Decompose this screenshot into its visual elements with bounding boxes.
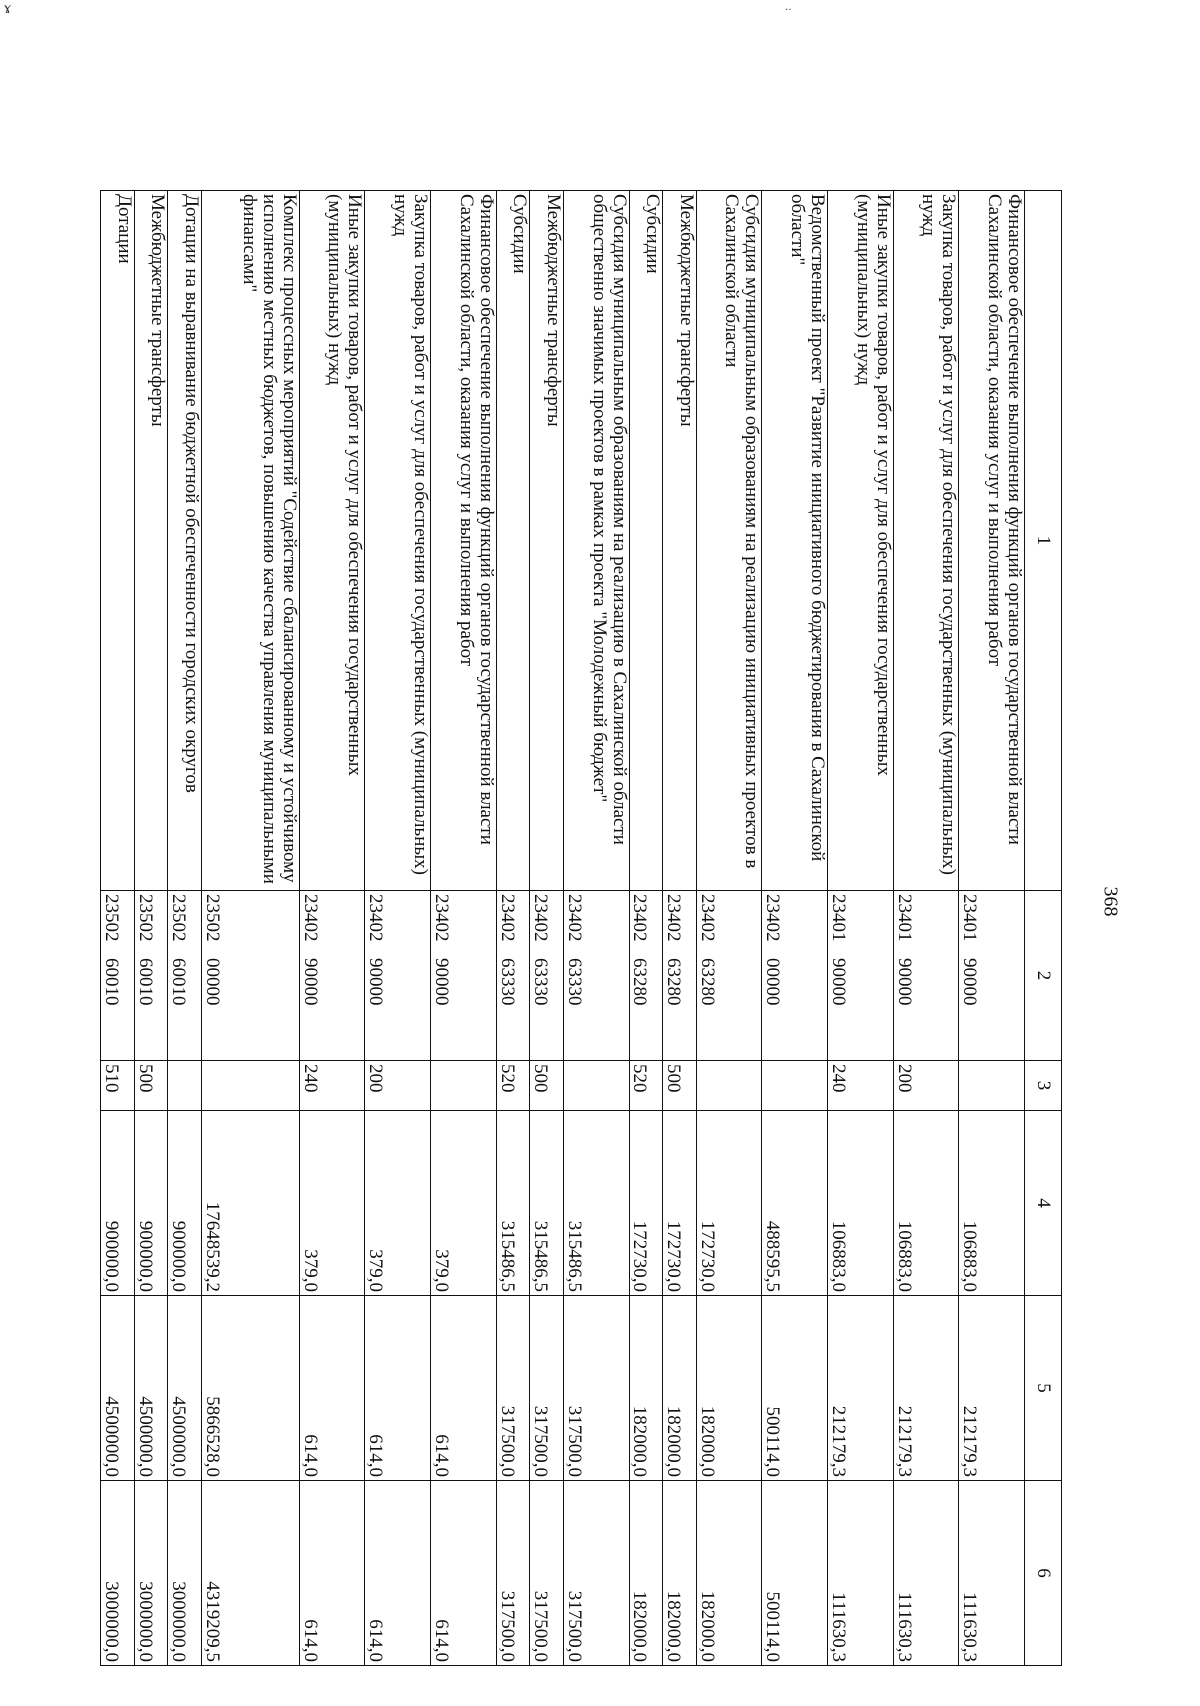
row-type-cell: 520 bbox=[629, 1061, 663, 1111]
row-value-col5: 500114,0 bbox=[762, 1296, 828, 1481]
header-col-4: 4 bbox=[1025, 1111, 1062, 1296]
row-value-col6: 3000000,0 bbox=[101, 1481, 135, 1666]
row-value-col4: 315486,5 bbox=[563, 1111, 629, 1296]
row-type-cell: 200 bbox=[365, 1061, 431, 1111]
code-program: 23401 bbox=[828, 894, 850, 942]
row-value-col4: 172730,0 bbox=[629, 1111, 663, 1296]
row-value-col6: 614,0 bbox=[365, 1481, 431, 1666]
page-number: 368 bbox=[1099, 886, 1122, 917]
row-code-cell bbox=[202, 891, 300, 1061]
table-row bbox=[299, 191, 365, 1666]
row-value-col6: 111630,3 bbox=[828, 1481, 894, 1666]
row-value-col4: 106883,0 bbox=[828, 1111, 894, 1296]
row-name-cell: Субсидии bbox=[496, 191, 530, 891]
row-code-cell bbox=[496, 891, 530, 1061]
row-value-col4: 106883,0 bbox=[893, 1111, 959, 1296]
row-value-col6: 3000000,0 bbox=[134, 1481, 168, 1666]
row-name-cell: Межбюджетные трансферты bbox=[530, 191, 564, 891]
table-row bbox=[663, 191, 697, 1666]
row-name-cell: Иные закупки товаров, работ и услуг для обеспечения государственных (муниципальных) нужд bbox=[828, 191, 894, 891]
row-code-cell bbox=[629, 891, 663, 1061]
row-value-col6: 111630,3 bbox=[893, 1481, 959, 1666]
code-program: 23401 bbox=[893, 894, 915, 942]
header-col-2: 2 bbox=[1025, 891, 1062, 1061]
row-type-cell: 500 bbox=[663, 1061, 697, 1111]
row-name-cell: Иные закупки товаров, работ и услуг для обеспечения государственных (муниципальных) нужд bbox=[299, 191, 365, 891]
table-row bbox=[168, 191, 202, 1666]
row-value-col5: 4500000,0 bbox=[134, 1296, 168, 1481]
row-value-col4: 900000,0 bbox=[134, 1111, 168, 1296]
row-value-col5: 614,0 bbox=[365, 1296, 431, 1481]
code-program: 23502 bbox=[134, 894, 156, 942]
table-row bbox=[496, 191, 530, 1666]
row-code-cell bbox=[663, 891, 697, 1061]
row-code-cell bbox=[134, 891, 168, 1061]
row-type-cell bbox=[563, 1061, 629, 1111]
table-row bbox=[828, 191, 894, 1666]
table-row bbox=[134, 191, 168, 1666]
row-value-col6: 500114,0 bbox=[762, 1481, 828, 1666]
row-value-col6: 182000,0 bbox=[696, 1481, 762, 1666]
row-value-col6: 4319209,5 bbox=[202, 1481, 300, 1666]
scan-mark: ɤ bbox=[4, 0, 12, 17]
row-type-cell: 240 bbox=[828, 1061, 894, 1111]
row-type-cell bbox=[202, 1061, 300, 1111]
table-row bbox=[893, 191, 959, 1666]
row-code-cell bbox=[828, 891, 894, 1061]
row-value-col6: 317500,0 bbox=[563, 1481, 629, 1666]
row-type-cell: 200 bbox=[893, 1061, 959, 1111]
code-direction: 60010 bbox=[168, 958, 190, 1006]
row-value-col5: 614,0 bbox=[431, 1296, 497, 1481]
row-value-col6: 3000000,0 bbox=[168, 1481, 202, 1666]
row-value-col6: 111630,3 bbox=[959, 1481, 1025, 1666]
code-program: 23402 bbox=[430, 894, 452, 942]
code-direction: 63330 bbox=[496, 958, 518, 1006]
row-type-cell: 520 bbox=[496, 1061, 530, 1111]
row-value-col5: 5866528,0 bbox=[202, 1296, 300, 1481]
row-type-cell bbox=[762, 1061, 828, 1111]
code-direction: 63330 bbox=[563, 958, 585, 1006]
table-row bbox=[530, 191, 564, 1666]
row-value-col4: 379,0 bbox=[365, 1111, 431, 1296]
row-code-cell bbox=[893, 891, 959, 1061]
code-program: 23402 bbox=[365, 894, 387, 942]
row-value-col5: 4500000,0 bbox=[101, 1296, 135, 1481]
code-program: 23502 bbox=[202, 894, 223, 942]
code-direction: 90000 bbox=[299, 958, 321, 1006]
row-value-col4: 900000,0 bbox=[101, 1111, 135, 1296]
row-value-col5: 182000,0 bbox=[629, 1296, 663, 1481]
table-row bbox=[563, 191, 629, 1666]
row-name-cell: Ведомственный проект "Развитие инициативного бюджетирования в Сахалинской области" bbox=[762, 191, 828, 891]
row-value-col6: 317500,0 bbox=[496, 1481, 530, 1666]
row-type-cell bbox=[696, 1061, 762, 1111]
table-row bbox=[629, 191, 663, 1666]
row-value-col6: 614,0 bbox=[299, 1481, 365, 1666]
code-direction: 63330 bbox=[530, 958, 552, 1006]
code-program: 23401 bbox=[959, 894, 981, 942]
row-value-col4: 379,0 bbox=[431, 1111, 497, 1296]
code-program: 23402 bbox=[762, 894, 784, 942]
code-program: 23402 bbox=[629, 894, 651, 942]
code-program: 23402 bbox=[530, 894, 552, 942]
row-name-cell: Межбюджетные трансферты bbox=[134, 191, 168, 891]
row-value-col4: 172730,0 bbox=[663, 1111, 697, 1296]
code-direction: 00000 bbox=[202, 958, 223, 1006]
row-type-cell: 240 bbox=[299, 1061, 365, 1111]
row-code-cell bbox=[168, 891, 202, 1061]
row-value-col5: 317500,0 bbox=[563, 1296, 629, 1481]
table-row bbox=[431, 191, 497, 1666]
row-code-cell bbox=[101, 891, 135, 1061]
row-code-cell bbox=[762, 891, 828, 1061]
row-code-cell bbox=[431, 891, 497, 1061]
code-program: 23402 bbox=[696, 894, 718, 942]
code-program: 23502 bbox=[100, 894, 122, 942]
row-name-cell: Финансовое обеспечение выполнения функций органов государственной власти Сахалинской области, оказания услуг и выполнения работ bbox=[959, 191, 1025, 891]
row-name-cell: Комплекс процессных мероприятий "Содействие сбалансированному и устойчивому исполнению местных бюджетов, повышению качества управления муниципальными финансами" bbox=[202, 191, 300, 891]
row-code-cell bbox=[959, 891, 1025, 1061]
row-type-cell bbox=[959, 1061, 1025, 1111]
code-direction: 00000 bbox=[762, 958, 784, 1006]
row-value-col4: 379,0 bbox=[299, 1111, 365, 1296]
row-name-cell: Субсидия муниципальным образованиям на реализацию в Сахалинской области общественно значимых проектов в рамках проекта "Молодежный бюджет" bbox=[563, 191, 629, 891]
row-value-col5: 212179,3 bbox=[959, 1296, 1025, 1481]
row-value-col4: 900000,0 bbox=[168, 1111, 202, 1296]
code-program: 23402 bbox=[496, 894, 518, 942]
row-code-cell bbox=[696, 891, 762, 1061]
row-name-cell: Закупка товаров, работ и услуг для обеспечения государственных (муниципальных) нужд bbox=[365, 191, 431, 891]
row-name-cell: Субсидии bbox=[629, 191, 663, 891]
code-direction: 60010 bbox=[100, 958, 122, 1006]
row-value-col6: 182000,0 bbox=[629, 1481, 663, 1666]
code-direction: 63280 bbox=[629, 958, 651, 1006]
row-value-col5: 212179,3 bbox=[828, 1296, 894, 1481]
row-type-cell: 510 bbox=[101, 1061, 135, 1111]
code-program: 23502 bbox=[168, 894, 190, 942]
header-col-6: 6 bbox=[1025, 1481, 1062, 1666]
row-value-col4: 17648539,2 bbox=[202, 1111, 300, 1296]
row-value-col4: 488595,5 bbox=[762, 1111, 828, 1296]
row-value-col5: 317500,0 bbox=[530, 1296, 564, 1481]
row-value-col4: 172730,0 bbox=[696, 1111, 762, 1296]
row-value-col6: 182000,0 bbox=[663, 1481, 697, 1666]
row-code-cell bbox=[299, 891, 365, 1061]
code-program: 23402 bbox=[563, 894, 585, 942]
row-value-col5: 182000,0 bbox=[663, 1296, 697, 1481]
header-col-5: 5 bbox=[1025, 1296, 1062, 1481]
row-value-col5: 614,0 bbox=[299, 1296, 365, 1481]
table-row bbox=[696, 191, 762, 1666]
row-value-col5: 317500,0 bbox=[496, 1296, 530, 1481]
code-direction: 90000 bbox=[959, 958, 981, 1006]
budget-table bbox=[100, 190, 1062, 1666]
row-type-cell bbox=[168, 1061, 202, 1111]
code-direction: 90000 bbox=[430, 958, 452, 1006]
table-row bbox=[202, 191, 300, 1666]
code-direction: 63280 bbox=[663, 958, 685, 1006]
scan-speck: ‥ bbox=[785, 2, 792, 13]
code-direction: 90000 bbox=[893, 958, 915, 1006]
row-name-cell: Субсидия муниципальным образованиям на реализацию инициативных проектов в Сахалинской области bbox=[696, 191, 762, 891]
row-name-cell: Дотации на выравнивание бюджетной обеспеченности городских округов bbox=[168, 191, 202, 891]
row-type-cell: 500 bbox=[530, 1061, 564, 1111]
row-code-cell bbox=[563, 891, 629, 1061]
row-value-col4: 315486,5 bbox=[496, 1111, 530, 1296]
code-direction: 90000 bbox=[828, 958, 850, 1006]
row-value-col4: 315486,5 bbox=[530, 1111, 564, 1296]
code-direction: 90000 bbox=[365, 958, 387, 1006]
row-value-col5: 212179,3 bbox=[893, 1296, 959, 1481]
row-value-col4: 106883,0 bbox=[959, 1111, 1025, 1296]
table-row bbox=[101, 191, 135, 1666]
row-name-cell: Финансовое обеспечение выполнения функций органов государственной власти Сахалинской области, оказания услуг и выполнения работ bbox=[431, 191, 497, 891]
row-value-col5: 4500000,0 bbox=[168, 1296, 202, 1481]
row-name-cell: Дотации bbox=[101, 191, 135, 891]
table-row bbox=[365, 191, 431, 1666]
table-row bbox=[959, 191, 1025, 1666]
budget-table-rotated bbox=[100, 190, 1062, 1665]
row-value-col5: 182000,0 bbox=[696, 1296, 762, 1481]
code-direction: 63280 bbox=[696, 958, 718, 1006]
row-code-cell bbox=[530, 891, 564, 1061]
header-col-1: 1 bbox=[1025, 191, 1062, 891]
table-row bbox=[762, 191, 828, 1666]
code-program: 23402 bbox=[299, 894, 321, 942]
code-direction: 60010 bbox=[134, 958, 156, 1006]
header-row bbox=[1025, 191, 1062, 1666]
row-type-cell: 500 bbox=[134, 1061, 168, 1111]
row-code-cell bbox=[365, 891, 431, 1061]
header-col-3: 3 bbox=[1025, 1061, 1062, 1111]
row-name-cell: Межбюджетные трансферты bbox=[663, 191, 697, 891]
row-value-col6: 317500,0 bbox=[530, 1481, 564, 1666]
row-name-cell: Закупка товаров, работ и услуг для обеспечения государственных (муниципальных) нужд bbox=[893, 191, 959, 891]
code-program: 23402 bbox=[663, 894, 685, 942]
row-value-col6: 614,0 bbox=[431, 1481, 497, 1666]
row-type-cell bbox=[431, 1061, 497, 1111]
table-body bbox=[101, 191, 1025, 1666]
